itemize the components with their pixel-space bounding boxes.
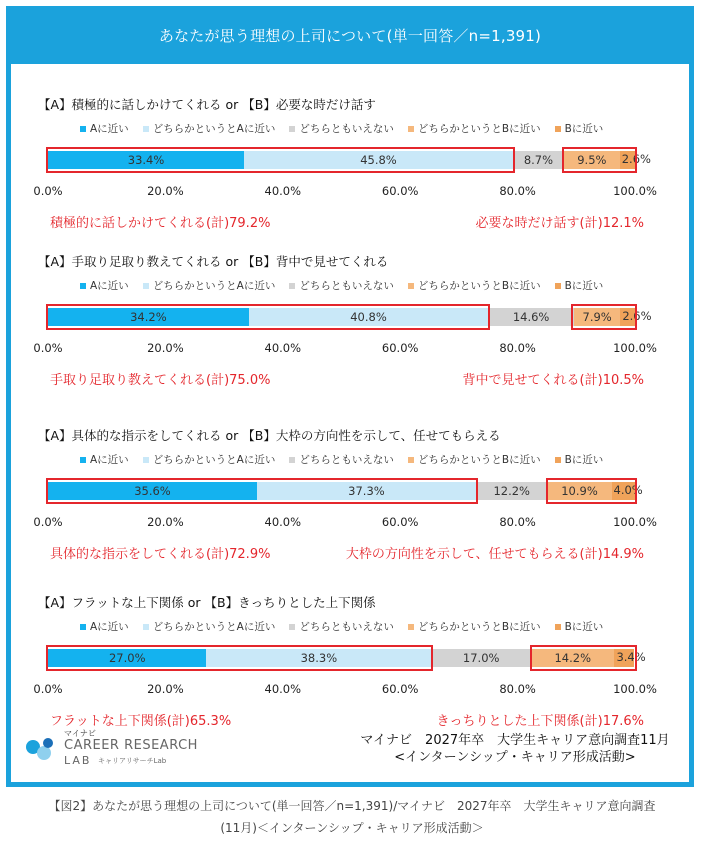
x-tick-label: 60.0% (381, 341, 419, 355)
legend-item (80, 452, 129, 467)
x-tick-label: 20.0% (147, 515, 184, 529)
chart-1-title: 【A】積極的に話しかけてくれる or 【B】必要な時だけ話す (38, 97, 376, 112)
legend-swatch (143, 624, 149, 630)
legend-item (408, 278, 541, 293)
legend-item (80, 278, 129, 293)
figure-caption (0, 795, 704, 839)
legend-label: Bに近い (564, 280, 604, 292)
chart-4-b-total: きっちりとした上下関係(計)17.6% (436, 714, 644, 729)
legend-label: どちらともいえない (299, 280, 394, 292)
data-label: 17.0% (462, 651, 500, 665)
legend-label: どちらかというとAに近い (152, 621, 276, 633)
data-label: 45.8% (360, 153, 397, 167)
data-label: 35.6% (134, 484, 171, 498)
legend-swatch (555, 624, 561, 630)
legend-item (289, 121, 394, 136)
legend-label: Bに近い (564, 621, 604, 633)
x-tick-label: 100.0% (613, 341, 657, 355)
legend-label: どちらかというとBに近い (417, 280, 541, 292)
legend-item (408, 452, 541, 467)
x-tick-label: 80.0% (499, 682, 536, 696)
legend-label: どちらともいえない (299, 123, 394, 135)
legend-label: どちらかというとBに近い (417, 454, 541, 466)
data-label: 2.6% (622, 309, 652, 323)
survey-source (350, 732, 680, 766)
x-tick-label: 0.0% (33, 184, 63, 198)
logo-mark-icon (24, 734, 58, 764)
legend-swatch (289, 457, 295, 463)
logo-sub-text: キャリアリサーチLab (98, 757, 167, 765)
chart-4-highlight-a (46, 645, 433, 671)
chart-3-legend (80, 452, 603, 467)
x-tick-label: 40.0% (264, 184, 302, 198)
caption-line-1: 【図2】あなたが思う理想の上司について(単一回答／n=1,391)/マイナビ 2027年卒 大学生キャリア意向調査 (48, 799, 656, 813)
x-tick-label: 20.0% (147, 341, 184, 355)
x-tick-label: 60.0% (381, 515, 419, 529)
data-label: 27.0% (108, 651, 146, 665)
legend-item (289, 619, 394, 634)
chart-2-bar-segment (488, 308, 574, 326)
chart-2-highlight-a (46, 304, 490, 330)
x-tick-label: 100.0% (613, 682, 657, 696)
logo-main-text: CAREER RESEARCH (64, 738, 198, 753)
legend-label: Bに近い (564, 454, 604, 466)
chart-title: あなたが思う理想の上司について(単一回答／n=1,391) (158, 26, 542, 45)
legend-swatch (289, 283, 295, 289)
legend-swatch (143, 283, 149, 289)
legend-swatch (555, 283, 561, 289)
data-label: 3.4% (616, 650, 646, 664)
data-label: 34.2% (130, 310, 167, 324)
legend-label: どちらかというとAに近い (152, 280, 276, 292)
x-tick-label: 40.0% (264, 341, 302, 355)
legend-label: Aに近い (90, 621, 129, 633)
legend-label: どちらかというとBに近い (417, 123, 541, 135)
legend-label: どちらともいえない (299, 454, 394, 466)
legend-item (555, 452, 604, 467)
legend-label: どちらかというとAに近い (152, 123, 276, 135)
chart-1-legend (80, 121, 603, 136)
chart-1-a-total: 積極的に話しかけてくれる(計)79.2% (50, 216, 271, 231)
data-label: 10.9% (561, 484, 598, 498)
chart-3-highlight-a (46, 478, 478, 504)
chart-4-title: 【A】フラットな上下関係 or 【B】きっちりとした上下関係 (38, 595, 376, 610)
x-tick-label: 60.0% (381, 184, 419, 198)
data-label: 2.6% (621, 152, 651, 166)
data-label: 14.2% (554, 651, 592, 665)
chart-2-highlight-b (571, 304, 637, 330)
x-tick-label: 0.0% (33, 515, 63, 529)
chart-4-a-total: フラットな上下関係(計)65.3% (50, 714, 232, 729)
survey-line-2: <インターンシップ・キャリア形成活動> (394, 750, 636, 765)
legend-label: Aに近い (90, 454, 129, 466)
data-label: 8.7% (523, 153, 554, 167)
legend-item (289, 452, 394, 467)
x-tick-label: 20.0% (147, 682, 184, 696)
career-research-lab-logo (24, 726, 224, 768)
legend-swatch (408, 624, 414, 630)
legend-item (408, 121, 541, 136)
data-label: 38.3% (300, 651, 338, 665)
data-label: 14.6% (512, 310, 550, 324)
legend-item (143, 121, 276, 136)
chart-1-b-total: 必要な時だけ話す(計)12.1% (475, 216, 644, 231)
legend-item (80, 121, 129, 136)
chart-2-legend (80, 278, 603, 293)
legend-label: どちらかというとAに近い (152, 454, 276, 466)
chart-4-highlight-b (530, 645, 637, 671)
caption-line-2: (11月)＜インターンシップ・キャリア形成活動＞ (220, 821, 484, 835)
legend-label: どちらかというとBに近い (417, 621, 541, 633)
chart-3-highlight-b (546, 478, 637, 504)
legend-swatch (289, 624, 295, 630)
x-tick-label: 100.0% (613, 184, 657, 198)
chart-3-b-total: 大枠の方向性を示して、任せてもらえる(計)14.9% (345, 547, 644, 562)
x-tick-label: 20.0% (147, 184, 184, 198)
data-label: 9.5% (577, 153, 607, 167)
legend-item (289, 278, 394, 293)
x-tick-label: 80.0% (499, 515, 536, 529)
legend-item (555, 278, 604, 293)
legend-item (143, 278, 276, 293)
chart-3-a-total: 具体的な指示をしてくれる(計)72.9% (50, 547, 271, 562)
data-label: 40.8% (350, 310, 387, 324)
logo-lab-text: LAB (64, 754, 92, 767)
x-tick-label: 80.0% (499, 184, 536, 198)
legend-swatch (408, 126, 414, 132)
x-tick-label: 0.0% (33, 341, 63, 355)
legend-label: Aに近い (90, 123, 129, 135)
data-label: 4.0% (613, 483, 643, 497)
survey-line-1: マイナビ 2027年卒 大学生キャリア意向調査11月 (360, 733, 670, 748)
chart-3-bar-segment (476, 482, 548, 500)
legend-swatch (80, 624, 86, 630)
x-tick-label: 40.0% (264, 515, 302, 529)
legend-item (555, 619, 604, 634)
legend-swatch (80, 283, 86, 289)
legend-swatch (143, 457, 149, 463)
chart-1-highlight-a (46, 147, 515, 173)
legend-swatch (408, 283, 414, 289)
data-label: 12.2% (493, 484, 530, 498)
chart-2-a-total: 手取り足取り教えてくれる(計)75.0% (50, 373, 271, 388)
legend-swatch (408, 457, 414, 463)
data-label: 37.3% (348, 484, 385, 498)
x-tick-label: 60.0% (381, 682, 419, 696)
legend-swatch (555, 457, 561, 463)
chart-2-title: 【A】手取り足取り教えてくれる or 【B】背中で見せてくれる (38, 254, 389, 269)
chart-1-bar-segment (513, 151, 564, 169)
legend-label: どちらともいえない (299, 621, 394, 633)
data-label: 33.4% (127, 153, 165, 167)
legend-swatch (555, 126, 561, 132)
x-tick-label: 40.0% (264, 682, 302, 696)
chart-2-b-total: 背中で見せてくれる(計)10.5% (462, 373, 644, 388)
legend-item (555, 121, 604, 136)
legend-swatch (143, 126, 149, 132)
legend-swatch (289, 126, 295, 132)
legend-swatch (80, 126, 86, 132)
chart-3-title: 【A】具体的な指示をしてくれる or 【B】大枠の方向性を示して、任せてもらえる (38, 428, 501, 443)
legend-item (408, 619, 541, 634)
legend-label: Bに近い (564, 123, 604, 135)
chart-1-highlight-b (562, 147, 637, 173)
legend-item (143, 619, 276, 634)
x-tick-label: 100.0% (613, 515, 657, 529)
legend-swatch (80, 457, 86, 463)
legend-item (143, 452, 276, 467)
logo-mynavi: マイナビ (64, 729, 96, 738)
chart-4-legend (80, 619, 603, 634)
x-tick-label: 0.0% (33, 682, 63, 696)
x-tick-label: 80.0% (499, 341, 536, 355)
legend-label: Aに近い (90, 280, 129, 292)
legend-item (80, 619, 129, 634)
data-label: 7.9% (582, 310, 612, 324)
chart-4-bar-segment (431, 649, 531, 667)
